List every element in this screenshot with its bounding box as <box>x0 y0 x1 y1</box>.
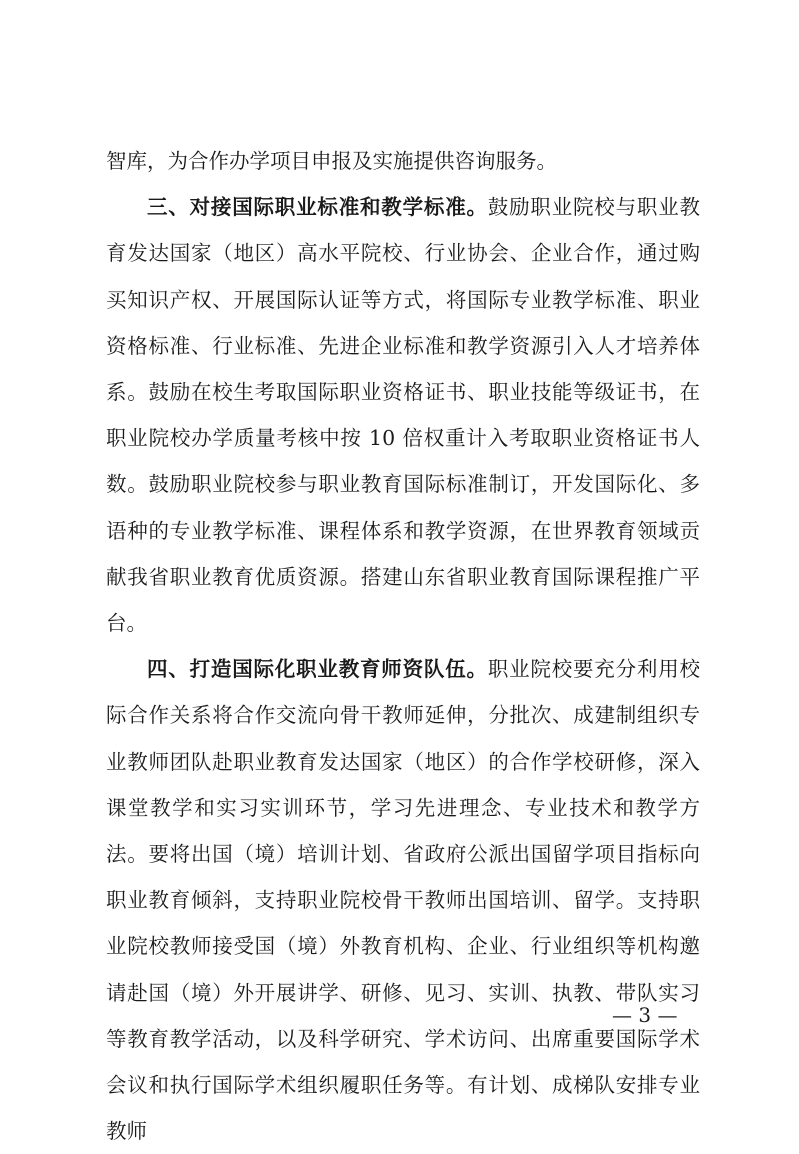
paragraph-continuation <box>106 138 700 184</box>
page-number: — 3 — <box>612 1003 678 1027</box>
paragraph-section-3 <box>106 184 700 646</box>
document-body <box>106 138 700 1154</box>
paragraph-section-4 <box>106 646 700 1154</box>
paragraph-text: 职业院校要充分利用校际合作关系将合作交流向骨干教师延伸，分批次、成建制组织专业教师团队赴职业教育发达国家（地区）的合作学校研修，深入课堂教学和实习实训环节，学习先进理念、专业技术和教学方法。要将出国（境）培训计划、省政府公派出国留学项目指标向职业教育倾斜，支持职业院校骨干教师出国培训、留学。支持职业院校教师接受国（境）外教育机构、企业、行业组织等机构邀请赴国（境）外开展讲学、研修、见习、实训、执教、带队实习等教育教学活动，以及科学研究、学术访问、出席重要国际学术会议和执行国际学术组织履职任务等。有计划、成梯队安排专业教师 <box>106 657 701 1144</box>
section-heading: 三、对接国际职业标准和教学标准。 <box>147 195 488 220</box>
paragraph-text: 智库，为合作办学项目申报及实施提供咨询服务。 <box>106 149 557 173</box>
section-heading: 四、打造国际化职业教育师资队伍。 <box>147 657 488 682</box>
paragraph-text: 鼓励职业院校与职业教育发达国家（地区）高水平院校、行业协会、企业合作，通过购买知识产权、开展国际认证等方式，将国际专业教学标准、职业资格标准、行业标准、先进企业标准和教学资源引入人才培养体系。鼓励在校生考取国际职业资格证书、职业技能等级证书，在职业院校办学质量考核中按 10 倍权重计入考取职业资格证书人数。鼓励职业院校参与职业教育国际标准制订，开发国际化、多语种的专业教学标准、课程体系和教学资源，在世界教育领域贡献我省职业教育优质资源。搭建山东省职业教育国际课程推广平台。 <box>106 195 701 636</box>
